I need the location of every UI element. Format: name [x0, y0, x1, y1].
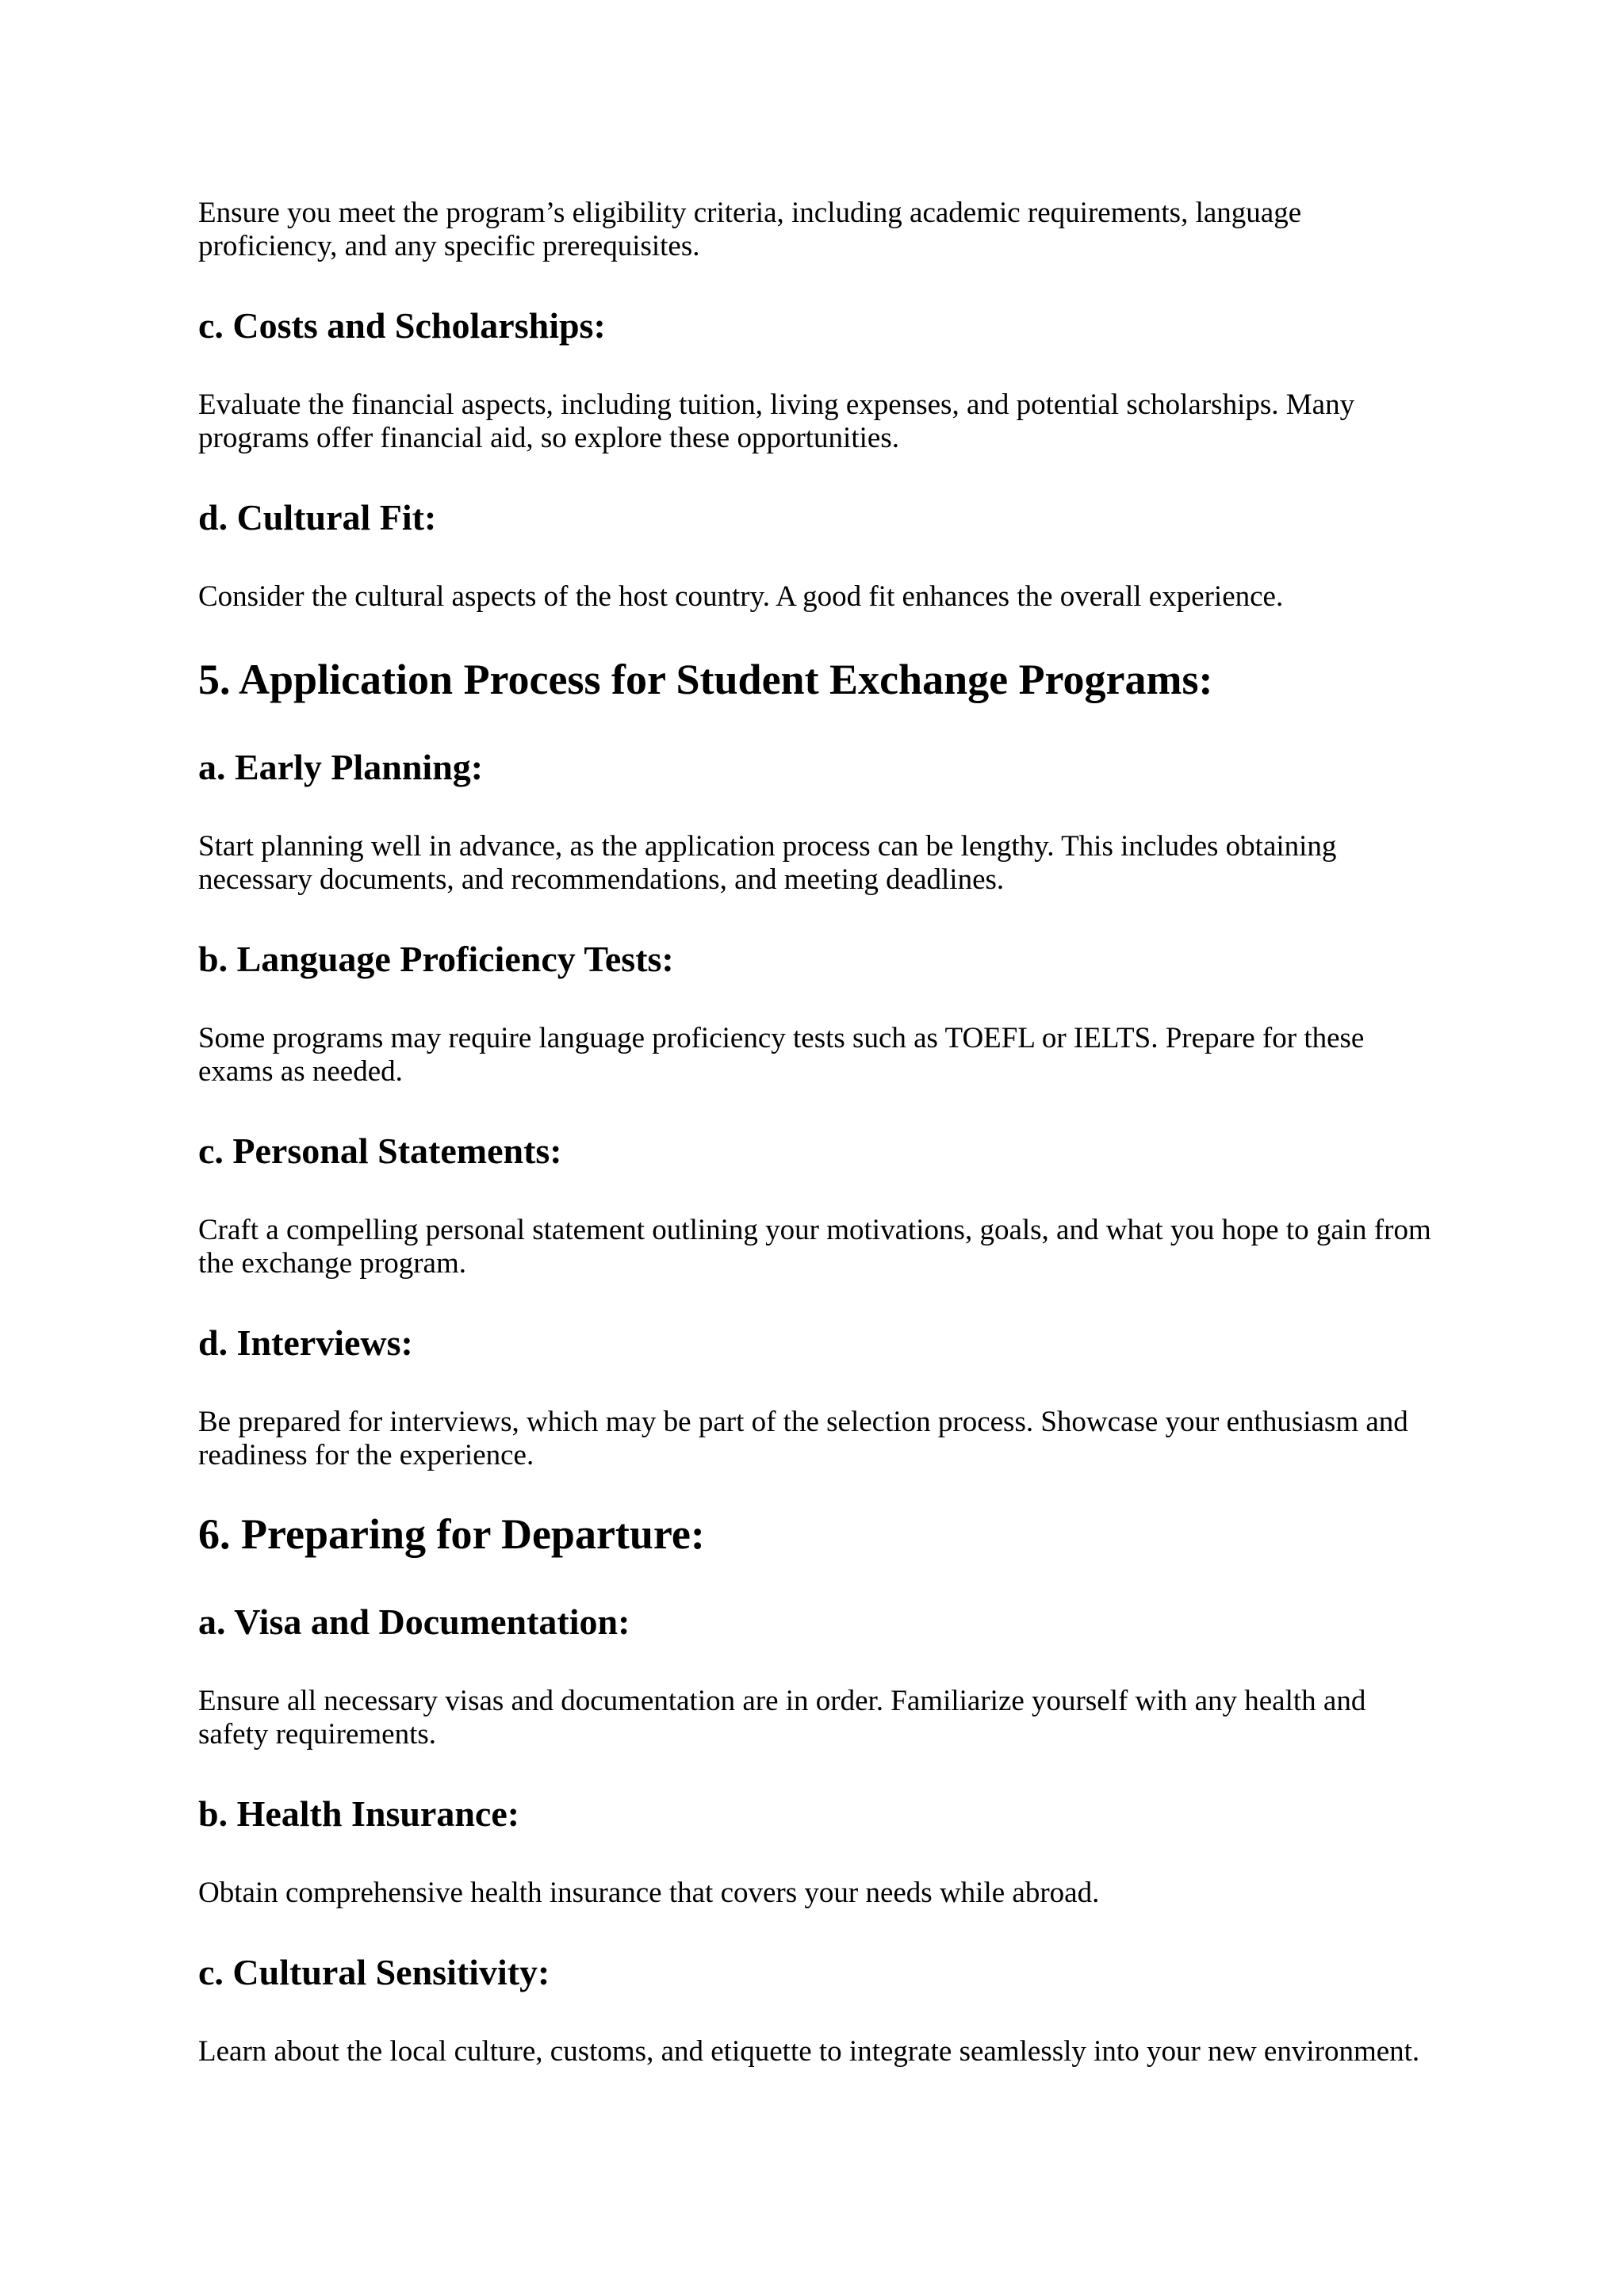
visa-documentation-paragraph: Ensure all necessary visas and documentation are in order. Familiarize yourself with any health and safety requirements. — [198, 1685, 1366, 1751]
preparing-departure-heading: 6. Preparing for Departure: — [198, 1510, 705, 1558]
interviews-heading: d. Interviews: — [198, 1322, 413, 1363]
health-insurance-heading: b. Health Insurance: — [198, 1793, 520, 1834]
visa-documentation-heading: a. Visa and Documentation: — [198, 1601, 630, 1642]
cultural-sensitivity-paragraph: Learn about the local culture, customs, and etiquette to integrate seamlessly into your new environment. — [198, 2035, 1420, 2068]
personal-statements-heading: c. Personal Statements: — [198, 1131, 562, 1171]
application-process-heading: 5. Application Process for Student Exchange Programs: — [198, 656, 1213, 703]
cultural-sensitivity-heading: c. Cultural Sensitivity: — [198, 1952, 550, 1992]
cultural-fit-heading: d. Cultural Fit: — [198, 497, 437, 538]
personal-statements-paragraph: Craft a compelling personal statement outlining your motivations, goals, and what you hope to gain from the exchange program. — [198, 1214, 1431, 1280]
early-planning-heading: a. Early Planning: — [198, 747, 484, 787]
language-tests-paragraph: Some programs may require language proficiency tests such as TOEFL or IELTS. Prepare for these exams as needed. — [198, 1022, 1365, 1088]
eligibility-paragraph: Ensure you meet the program’s eligibility criteria, including academic requirements, language proficiency, and any specific prerequisites. — [198, 197, 1302, 262]
costs-scholarships-heading: c. Costs and Scholarships: — [198, 305, 606, 346]
health-insurance-paragraph: Obtain comprehensive health insurance that covers your needs while abroad. — [198, 1877, 1100, 1909]
language-tests-heading: b. Language Proficiency Tests: — [198, 939, 674, 979]
cultural-fit-paragraph: Consider the cultural aspects of the host country. A good fit enhances the overall experience. — [198, 580, 1284, 613]
early-planning-paragraph: Start planning well in advance, as the application process can be lengthy. This includes obtaining necessary documents, and recommendations, and meeting deadlines. — [198, 830, 1337, 896]
costs-scholarships-paragraph: Evaluate the financial aspects, including tuition, living expenses, and potential scholarships. Many programs offer financial aid, so explore these opportunities. — [198, 388, 1355, 454]
interviews-paragraph: Be prepared for interviews, which may be part of the selection process. Showcase your enthusiasm and readiness for the experience. — [198, 1406, 1408, 1471]
